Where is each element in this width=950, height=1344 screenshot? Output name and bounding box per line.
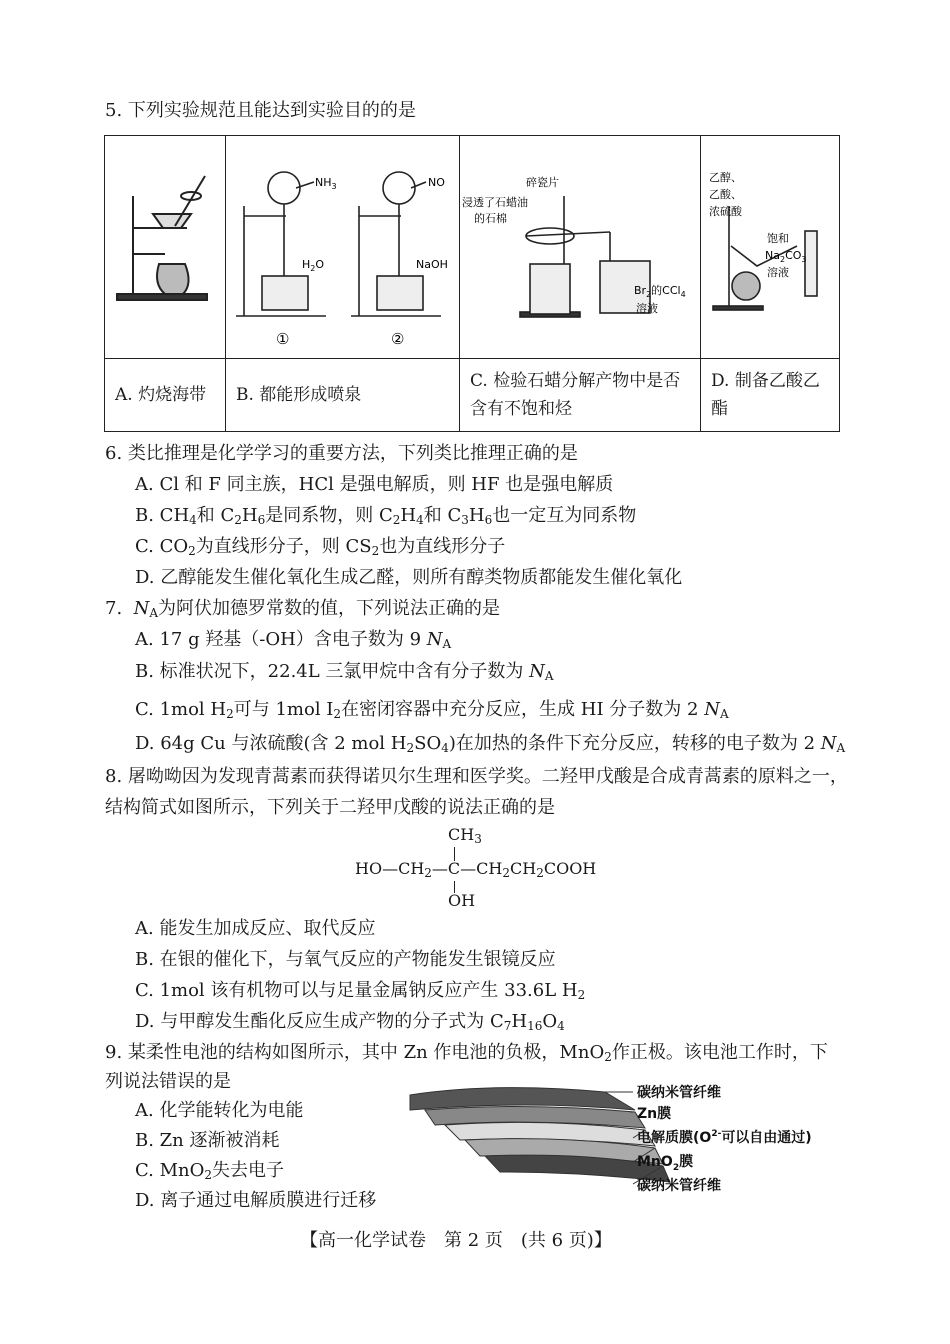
page-footer: 【高一化学试卷 第 2 页 (共 6 页)】 — [300, 1230, 612, 1251]
q8-stem-line1: 8. 屠呦呦因为发现青蒿素而获得诺贝尔生理和医学奖。二羟甲戊酸是合成青蒿素的原料之一， — [105, 766, 848, 787]
fig-c-br: $Br_2$的CCl$_4$ — [634, 284, 686, 299]
fig-b-fountain — [226, 136, 459, 354]
q7-option-a: A. 17 g 羟基（-OH）含电子数为 9 $N_A$ — [135, 629, 452, 651]
q9-option-d: D. 离子通过电解质膜进行迁移 — [135, 1190, 377, 1211]
q8-option-c: C. 1mol 该有机物可以与足量金属钠反应产生 33.6L $H_2$ — [135, 980, 586, 1002]
q8-stem-line2: 结构简式如图所示，下列关于二羟甲戊酸的说法正确的是 — [105, 797, 555, 818]
label-cnt-top: 碳纳米管纤维 — [637, 1085, 721, 1101]
q6-option-c: C. $CO_2$为直线形分子，则 $CS_2$也为直线形分子 — [135, 536, 506, 558]
q7-option-c: C. 1mol $H_2$可与 1mol $I_2$在密闭容器中充分反应，生成 HI 分子数为 2 $N_A$ — [135, 699, 729, 721]
q6-option-b: B. $CH_4$和 $C_2H_6$是同系物，则 $C_2H_4$和 $C_3H_6$也一定互为同系物 — [135, 505, 637, 527]
caption-c: C. 检验石蜡分解产物中是否 含有不饱和烃 — [460, 359, 701, 432]
fig-d-l2: 乙酸、 — [709, 188, 742, 201]
q6-option-a: A. Cl 和 F 同主族，HCl 是强电解质，则 HF 也是强电解质 — [135, 474, 614, 495]
q7-option-d: D. 64g Cu 与浓硫酸(含 2 mol $H_2SO_4$)在加热的条件下充分反应，转移的电子数为 2 $N_A$ — [135, 733, 846, 755]
fig-b-liq1: $H_2O$ — [302, 258, 325, 273]
fig-c-paraffin — [460, 136, 700, 354]
structural-formula — [355, 825, 615, 915]
q7-stem: 7. $N_A$为阿伏加德罗常数的值，下列说法正确的是 — [105, 598, 501, 620]
fig-b-gas2: NO — [428, 176, 445, 189]
q6-stem: 6. 类比推理是化学学习的重要方法，下列类比推理正确的是 — [105, 443, 578, 464]
fig-b-gas1: $NH_3$ — [315, 176, 337, 191]
struct-main: $HO—CH_2—C—CH_2CH_2COOH$ — [355, 859, 597, 880]
fig-d-ester — [701, 136, 839, 354]
q8-option-d: D. 与甲醇发生酯化反应生成产物的分子式为 $C_7H_{16}O_4$ — [135, 1011, 565, 1033]
q9-stem-line1: 9. 某柔性电池的结构如图所示，其中 Zn 作电池的负极，MnO$_2$作正极。该电池工作时，下 — [105, 1042, 828, 1064]
fig-b-num1: ① — [276, 330, 290, 348]
struct-top: $CH_3$ — [448, 825, 482, 846]
fig-b-liq2: NaOH — [416, 258, 448, 271]
fig-c-asbestos-2: 的石棉 — [474, 212, 507, 225]
caption-b: B. 都能形成喷泉 — [226, 359, 460, 432]
struct-bottom: OH — [448, 891, 476, 910]
label-cnt-bottom: 碳纳米管纤维 — [637, 1178, 721, 1194]
label-mno2: MnO$_2$膜 — [637, 1154, 694, 1173]
fig-d-l5: $Na_2CO_3$ — [765, 249, 807, 264]
fig-d-l1: 乙醇、 — [709, 171, 742, 184]
caption-a: A. 灼烧海带 — [105, 359, 226, 432]
q9-stem-line2: 列说法错误的是 — [105, 1071, 231, 1092]
label-zn: Zn膜 — [637, 1106, 672, 1122]
q5-stem: 5. 下列实验规范且能达到实验目的的是 — [105, 100, 416, 121]
q9-option-a: A. 化学能转化为电能 — [135, 1100, 304, 1121]
fig-b-num2: ② — [391, 330, 405, 348]
fig-c-sol: 溶液 — [636, 302, 658, 315]
q9-option-b: B. Zn 逐渐被消耗 — [135, 1130, 280, 1151]
experiment-table — [104, 135, 840, 432]
q7-option-b: B. 标准状况下，22.4L 三氯甲烷中含有分子数为 $N_A$ — [135, 661, 554, 683]
fig-d-l3: 浓硫酸 — [709, 205, 742, 218]
fig-d-l6: 溶液 — [767, 266, 789, 279]
q8-option-b: B. 在银的催化下，与氧气反应的产物能发生银镜反应 — [135, 949, 556, 970]
label-electrolyte: 电解质膜($O^{2-}$可以自由通过) — [637, 1129, 812, 1146]
fig-d-l4: 饱和 — [767, 232, 789, 245]
q6-option-d: D. 乙醇能发生催化氧化生成乙醛，则所有醇类物质都能发生催化氧化 — [135, 567, 683, 588]
fig-b-cell — [226, 136, 460, 359]
fig-a-burning-kelp — [105, 136, 225, 354]
fig-c-asbestos-1: 浸透了石蜡油 — [462, 196, 528, 209]
fig-a-cell — [105, 136, 226, 359]
fig-c-cell — [460, 136, 701, 359]
fig-d-cell — [701, 136, 840, 359]
caption-d: D. 制备乙酸乙 酯 — [701, 359, 840, 432]
fig-c-ceramic: 碎瓷片 — [526, 176, 559, 189]
q9-option-c: C. MnO$_2$失去电子 — [135, 1160, 284, 1182]
battery-diagram — [405, 1080, 845, 1200]
q8-option-a: A. 能发生加成反应、取代反应 — [135, 918, 376, 939]
